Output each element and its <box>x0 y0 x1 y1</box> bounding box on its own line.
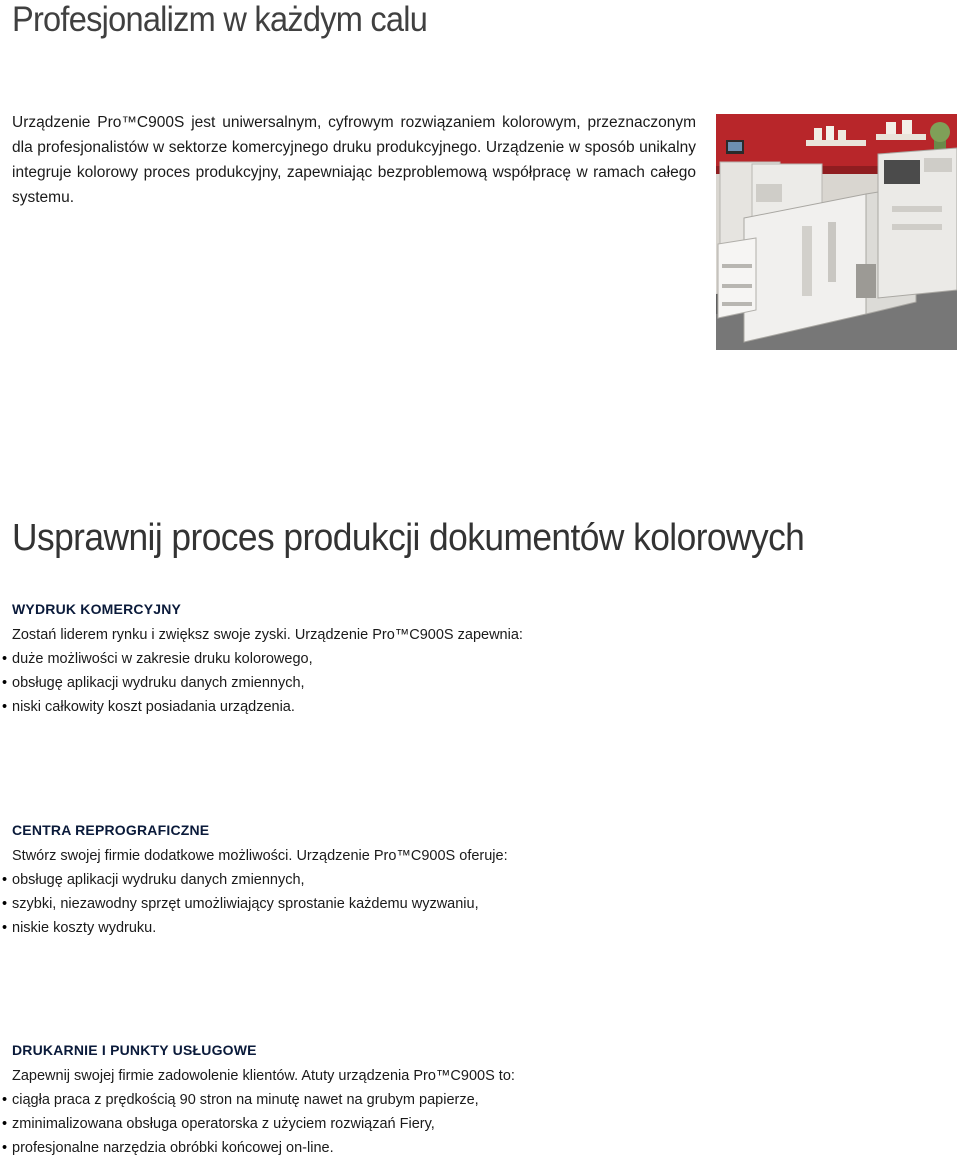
bullet-icon: • <box>2 651 8 667</box>
list-item: • szybki, niezawodny sprzęt umożliwiający sprostanie każdemu wyzwaniu, <box>12 892 652 916</box>
list-item: • ciągła praca z prędkością 90 stron na minutę nawet na grubym papierze, <box>12 1088 652 1112</box>
list-item: • obsługę aplikacji wydruku danych zmiennych, <box>12 868 652 892</box>
section-reprographic-centers <box>2 822 652 940</box>
section-title: DRUKARNIE I PUNKTY USŁUGOWE <box>12 1042 257 1058</box>
section-print-shops <box>2 1042 652 1160</box>
section-lead: Zostań liderem rynku i zwiększ swoje zyski. Urządzenie Pro™C900S zapewnia: <box>12 627 523 643</box>
bullet-icon: • <box>2 675 8 691</box>
section-title: WYDRUK KOMERCYJNY <box>12 601 182 617</box>
bullet-icon: • <box>2 872 8 888</box>
list-item: • zminimalizowana obsługa operatorska z użyciem rozwiązań Fiery, <box>12 1112 652 1136</box>
bullet-list <box>2 868 652 940</box>
section-lead: Zapewnij swojej firmie zadowolenie klientów. Atuty urządzenia Pro™C900S to: <box>12 1068 515 1084</box>
bullet-list <box>2 647 652 719</box>
list-item: • duże możliwości w zakresie druku kolorowego, <box>12 647 652 671</box>
list-item: • niski całkowity koszt posiadania urządzenia. <box>12 695 652 719</box>
page-title: Profesjonalizm w każdym calu <box>12 0 428 39</box>
intro-paragraph: Urządzenie Pro™C900S jest uniwersalnym, cyfrowym rozwiązaniem kolorowym, przeznaczonym dla profesjonalistów w sektorze komercyjnego druku produkcyjnego. Urządzenie w sposób unikalny integruje kolorowy proces produkcyjny, zapewniając bezproblemową współpracę w ramach całego systemu. <box>12 114 696 206</box>
section-heading: Usprawnij proces produkcji dokumentów kolorowych <box>12 517 805 559</box>
bullet-icon: • <box>2 1140 8 1156</box>
bullet-icon: • <box>2 1092 8 1108</box>
bullet-list <box>2 1088 652 1160</box>
section-lead: Stwórz swojej firmie dodatkowe możliwości. Urządzenie Pro™C900S oferuje: <box>12 848 508 864</box>
section-title: CENTRA REPROGRAFICZNE <box>12 822 210 838</box>
bullet-icon: • <box>2 920 8 936</box>
bullet-icon: • <box>2 896 8 912</box>
bullet-icon: • <box>2 699 8 715</box>
list-item: • niskie koszty wydruku. <box>12 916 652 940</box>
section-commercial-print <box>2 601 652 719</box>
list-item: • profesjonalne narzędzia obróbki końcowej on-line. <box>12 1136 652 1160</box>
bullet-icon: • <box>2 1116 8 1132</box>
printer-photo <box>716 114 957 350</box>
list-item: • obsługę aplikacji wydruku danych zmiennych, <box>12 671 652 695</box>
